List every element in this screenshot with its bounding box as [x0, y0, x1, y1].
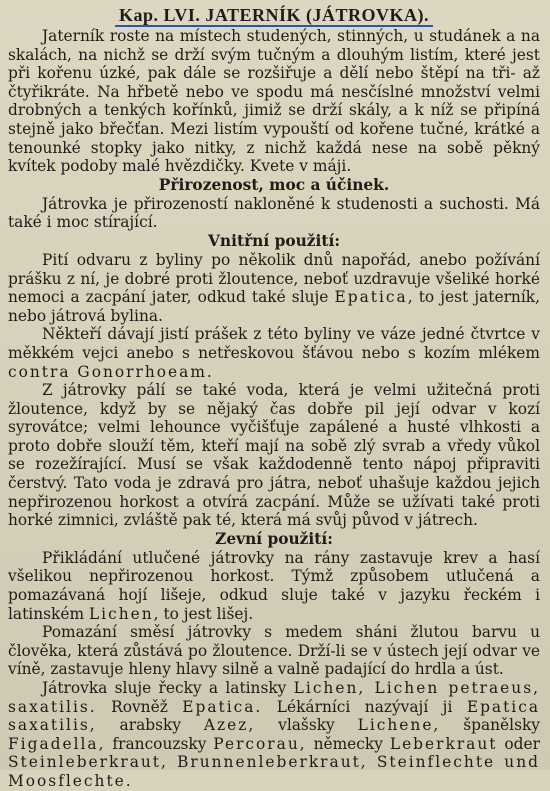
latin-term-epatica: Epatica: [334, 288, 408, 307]
foreign-term: Steinleberkraut, Brunnenleberkraut, Steinflechte und Moosflechte.: [8, 753, 540, 790]
internal-use-paragraph-2: [8, 325, 540, 381]
text-run: , to jest lišej.: [153, 604, 254, 623]
latin-term: Lichen, Lichen petraeus, saxatilis.: [8, 679, 540, 716]
text-run: Pití odvaru z byliny po několik dnů napořád, anebo požívání prášku z ní, je dobré proti žloutence, neboť uzdravuje všeliké horké nemoci a zacpání jater, odkud také sluje: [8, 250, 540, 307]
latin-term-gonorrhoea: contra Gonorrhoeam.: [8, 362, 214, 381]
section-heading-nature: Přirozenost, moc a účinek.: [158, 175, 390, 194]
latin-term: Epatica saxatilis,: [8, 697, 540, 735]
text-run: Někteří dávají jistí prášek z této byliny ve váze jedné čtvrtce v měkkém vejci anebo s netřeskovou šťávou nebo s kozím mlékem: [8, 325, 540, 362]
chapter-title-text: Kap. LVI. JATERNÍK (JÁTROVKA).: [115, 5, 433, 27]
foreign-term: Figadella,: [8, 734, 106, 753]
text-run: Rovněž: [111, 697, 168, 716]
text-run: oder: [504, 734, 540, 753]
foreign-term: Percorau,: [213, 734, 307, 753]
text-run: Játrovka sluje řecky a latinsky: [42, 679, 287, 697]
intro-paragraph: Jaterník roste na místech studených, stinných, u studánek a na skalách, na nichž se drží svým tučným a dlouhým listím, které jest při kořenu úzké, pak dále se rozšiřuje a dělí nebo štěpí na tři- až čtyřikráte. Na hřbetě nebo ve spodu má nesčíslné množství velmi drobných a tenkých kořínků, jimiž se drží skály, a k níž se připíná stejně jako břečťan. Mezi listím vypouští od kořene tučné, krátké a tenounké stopky jako nitky, z nichž každá nese na sobě pěkný kvítek podoby malé hvězdičky. Kvete v máji.: [8, 27, 540, 176]
foreign-term: Azez,: [203, 716, 256, 735]
chapter-title: [8, 4, 540, 26]
text-run: vlašsky: [278, 716, 335, 735]
text-run: německy: [313, 734, 383, 753]
text-run: arabsky: [119, 716, 182, 735]
names-paragraph: [8, 679, 540, 791]
external-use-paragraph-2: Pomazání směsí játrovky s medem sháni žlutou barvu u člověka, která zůstává po žloutence. Drží-li se v ústech její odvar ve víně, zastavuje hleny hlavy silně a valně padající do hrdla a úst.: [8, 623, 540, 679]
internal-use-paragraph-3: Z játrovky pálí se také voda, která je velmi užitečná proti žloutence, když by se nějaký čas dobře pil její odvar v kozí syrovátce; velmi lehounce vyčišťuje zapálené a husté vlhkosti a proto dobře slouží těm, kteří mají na sobě zlý svrab a vředy vůkol se rozežírající. Musí se však každodenně tento nápoj připraviti čerstvý. Tato voda je zdravá pro játra, neboť uhašuje každou jejich nepřirozenou horkost a otvírá zacpání. Může se užívati také proti horké zimnici, zvláště pak té, která má svůj původ v játrech.: [8, 381, 540, 530]
latin-term-lichen: Lichen: [88, 604, 154, 623]
internal-use-paragraph-1: [8, 251, 540, 325]
section-heading-internal-use: Vnitřní použití:: [207, 231, 341, 250]
nature-paragraph: Játrovka je přirozeností nakloněné k studenosti a suchosti. Má také i moc stírající.: [8, 194, 540, 232]
section-heading-external-use: Zevní použití:: [215, 529, 333, 548]
foreign-term: Lichene,: [357, 716, 441, 735]
text-run: Přikládání utlučené játrovky na rány zastavuje krev a hasí všelikou nepřirozenou horkost. Týmž způsobem utlučená a pomazávaná hojí lišeje, odkud sluje také v jazyku řeckém i latinském: [8, 548, 540, 623]
text-run: Lékárníci nazývají ji: [276, 697, 453, 716]
text-run: španělsky: [463, 716, 540, 735]
external-use-paragraph-1: [8, 549, 540, 623]
text-run: francouzsky: [112, 734, 207, 753]
text-run: , to jest jaterník, nebo játrová bylina.: [8, 288, 540, 325]
foreign-term: Leberkraut: [389, 734, 498, 753]
latin-term: Epatica.: [182, 697, 263, 716]
